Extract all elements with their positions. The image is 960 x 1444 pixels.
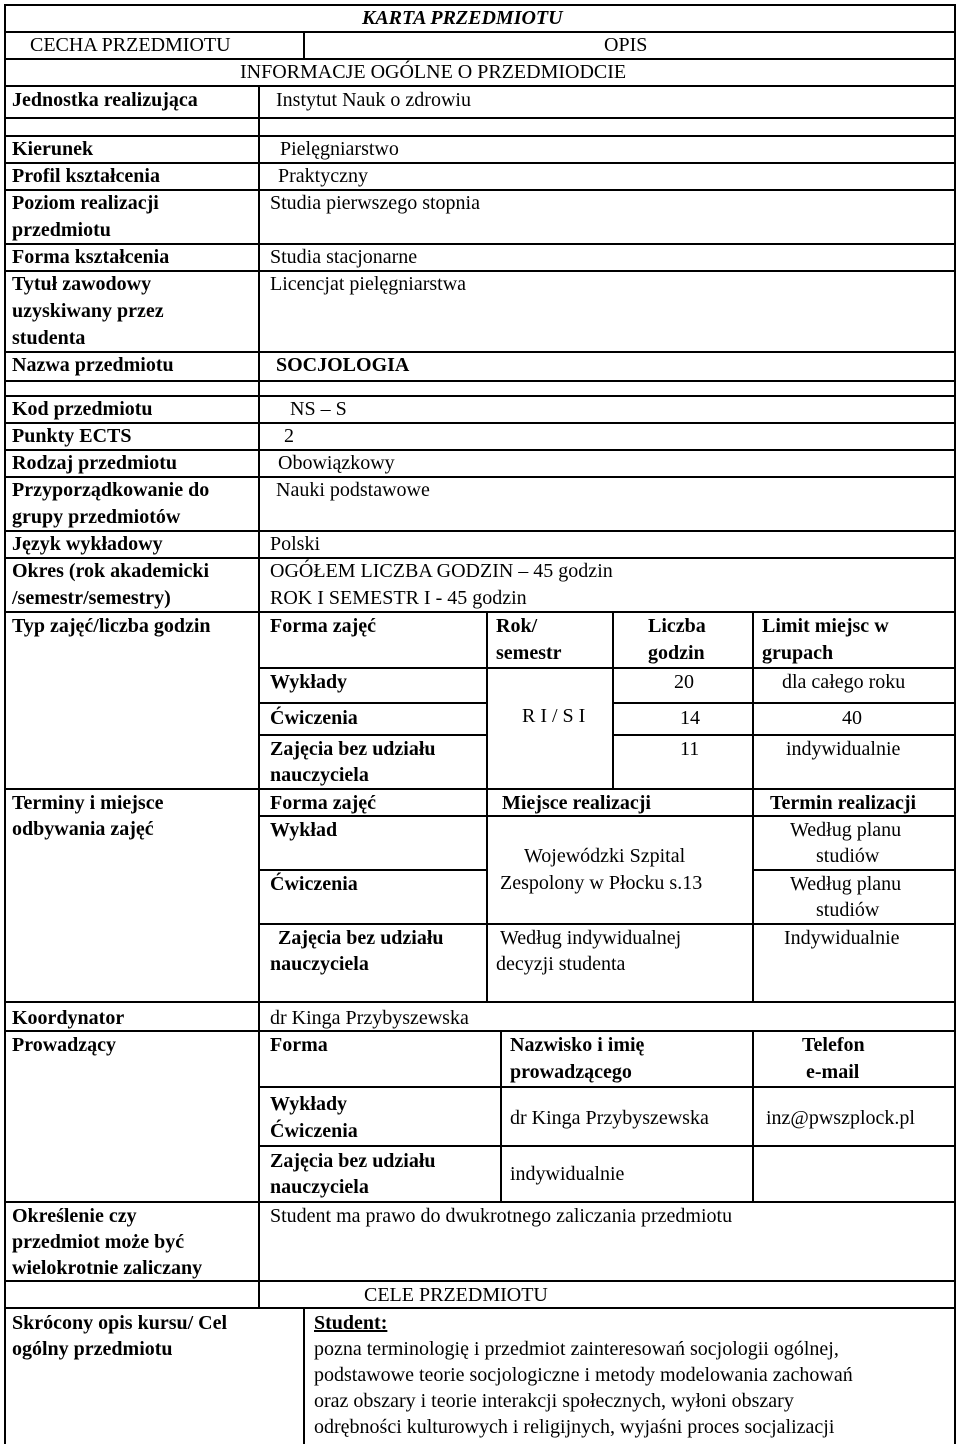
- lecturer-zbu: indywidualnie: [510, 1163, 625, 1185]
- field-value: Praktyczny: [278, 165, 368, 187]
- col-header: godzin: [648, 642, 705, 664]
- col-header: grupach: [762, 642, 834, 664]
- terminy-label: Terminy i miejsce: [12, 792, 164, 814]
- wielokrotne-label: wielokrotnie zaliczany: [12, 1257, 203, 1279]
- wielokrotne-label: przedmiot może być: [12, 1231, 185, 1253]
- cele-line: pozna terminologię i przedmiot zainteresowań socjologii ogólnej,: [314, 1338, 839, 1360]
- outer-left-border: [4, 4, 6, 1309]
- cele-heading: CELE PRZEDMIOTU: [364, 1284, 548, 1306]
- cele-label: Skrócony opis kursu/ Cel: [12, 1312, 228, 1334]
- field-value: Obowiązkowy: [278, 452, 395, 474]
- col-header: Telefon: [802, 1034, 865, 1056]
- field-label: Tytuł zawodowy: [12, 273, 152, 295]
- col-header: Forma: [270, 1034, 328, 1056]
- field-label: Kierunek: [12, 138, 94, 160]
- field-label: studenta: [12, 327, 86, 349]
- cele-label: ogólny przedmiotu: [12, 1338, 173, 1360]
- field-value: Instytut Nauk o zdrowiu: [276, 89, 471, 111]
- forma-cell: Ćwiczenia: [270, 1120, 358, 1142]
- col-header: Nazwisko i imię: [510, 1034, 645, 1056]
- lecturer-name: dr Kinga Przybyszewska: [510, 1107, 709, 1129]
- cele-line: odrębności kulturowych i religijnych, wyjaśni proces socjalizacji: [314, 1416, 835, 1438]
- hours-cell: 11: [680, 738, 700, 760]
- cele-line: oraz obszary i teorie interakcji społecznych, wyłoni obszary: [314, 1390, 794, 1412]
- col-divider: [752, 788, 754, 1001]
- forma-cell: Zajęcia bez udziału: [270, 738, 436, 760]
- section-general-heading: INFORMACJE OGÓLNE O PRZEDMIODCIE: [240, 61, 627, 83]
- field-value: Polski: [270, 533, 321, 555]
- field-value: OGÓŁEM LICZBA GODZIN – 45 godzin: [270, 560, 613, 582]
- field-label: Przyporządkowanie do: [12, 479, 210, 501]
- forma-cell: Wykłady: [270, 671, 348, 693]
- hours-cell: 20: [674, 671, 694, 693]
- rule: [4, 135, 956, 137]
- col-divider: [486, 611, 488, 788]
- rok-semestr-cell: R I / S I: [522, 705, 586, 727]
- col-header: Termin realizacji: [770, 792, 917, 814]
- header-right: OPIS: [604, 34, 648, 56]
- rule: [4, 422, 956, 424]
- forma-cell: Ćwiczenia: [270, 873, 358, 895]
- lecturer-email: inz@pwszplock.pl: [766, 1107, 915, 1129]
- field-value: Licencjat pielęgniarstwa: [270, 273, 467, 295]
- termin-cell: Według planu: [790, 873, 902, 895]
- field-label: Język wykładowy: [12, 533, 163, 555]
- hours-cell: 14: [680, 707, 700, 729]
- col-divider: [486, 788, 488, 1001]
- field-label: Punkty ECTS: [12, 425, 132, 447]
- col-header: Forma zajęć: [270, 792, 377, 814]
- col-header: Liczba: [648, 615, 706, 637]
- field-value: NS – S: [290, 398, 347, 420]
- course-name: SOCJOLOGIA: [276, 354, 410, 376]
- rule: [258, 702, 486, 704]
- field-label: Jednostka realizująca: [12, 89, 198, 111]
- forma-cell: nauczyciela: [270, 1176, 369, 1198]
- koordynator-value: dr Kinga Przybyszewska: [270, 1007, 469, 1029]
- typ-zajec-label: Typ zajęć/liczba godzin: [12, 615, 211, 637]
- cele-left-border: [4, 1309, 6, 1444]
- outer-right-border: [954, 4, 956, 1309]
- forma-cell: Ćwiczenia: [270, 707, 358, 729]
- field-label: /semestr/semestry): [12, 587, 171, 609]
- forma-cell: nauczyciela: [270, 953, 369, 975]
- col-header: Limit miejsc w: [762, 615, 889, 637]
- field-value: Studia stacjonarne: [270, 246, 418, 268]
- cele-line: podstawowe teorie socjologiczne i metody modelowania zachowań: [314, 1364, 853, 1386]
- wielokrotne-value: Student ma prawo do dwukrotnego zaliczania przedmiotu: [270, 1205, 733, 1227]
- rule: [4, 1001, 956, 1003]
- terminy-label: odbywania zajęć: [12, 818, 154, 840]
- rule: [612, 734, 956, 736]
- col-header: e-mail: [806, 1061, 860, 1083]
- field-label: Forma kształcenia: [12, 246, 170, 268]
- col-header: Miejsce realizacji: [502, 792, 651, 814]
- forma-cell: Wykład: [270, 819, 338, 841]
- col-divider: [258, 85, 260, 1307]
- rule: [612, 702, 956, 704]
- termin-cell: studiów: [816, 845, 880, 867]
- col-divider: [500, 1030, 502, 1201]
- rule: [258, 1145, 956, 1147]
- wielokrotne-label: Określenie czy: [12, 1205, 137, 1227]
- rule: [4, 380, 956, 382]
- field-value: Pielęgniarstwo: [280, 138, 399, 160]
- header-left: CECHA PRZEDMIOTU: [30, 34, 231, 56]
- koordynator-label: Koordynator: [12, 1007, 125, 1029]
- miejsce-cell: Wojewódzki Szpital: [524, 845, 686, 867]
- field-label: uzyskiwany przez: [12, 300, 164, 322]
- forma-cell: Wykłady: [270, 1093, 348, 1115]
- col-divider: [612, 611, 614, 788]
- rule: [4, 117, 956, 119]
- field-label: Profil kształcenia: [12, 165, 160, 187]
- field-label: Nazwa przedmiotu: [12, 354, 174, 376]
- termin-cell: studiów: [816, 899, 880, 921]
- field-value: Nauki podstawowe: [276, 479, 430, 501]
- col-divider: [303, 31, 305, 58]
- forma-cell: nauczyciela: [270, 764, 369, 786]
- field-label: Kod przedmiotu: [12, 398, 153, 420]
- col-header: Rok/: [496, 615, 538, 637]
- miejsce-cell: Zespolony w Płocku s.13: [500, 872, 703, 894]
- rule: [258, 1086, 956, 1088]
- miejsce-cell: decyzji studenta: [496, 953, 626, 975]
- termin-cell: Indywidualnie: [784, 927, 900, 949]
- forma-cell: Zajęcia bez udziału: [270, 1150, 436, 1172]
- field-value: 2: [284, 425, 294, 447]
- field-label: Rodzaj przedmiotu: [12, 452, 177, 474]
- field-label: Okres (rok akademicki: [12, 560, 210, 582]
- termin-cell: Według planu: [790, 819, 902, 841]
- miejsce-cell: Według indywidualnej: [500, 927, 682, 949]
- col-header: Forma zajęć: [270, 615, 377, 637]
- cele-student: Student:: [314, 1312, 388, 1334]
- forma-cell: Zajęcia bez udziału: [278, 927, 444, 949]
- col-divider: [752, 1030, 754, 1201]
- col-header: prowadzącego: [510, 1061, 632, 1083]
- field-value: ROK I SEMESTR I - 45 godzin: [270, 587, 527, 609]
- limit-cell: indywidualnie: [786, 738, 901, 760]
- page-title: KARTA PRZEDMIOTU: [362, 7, 563, 29]
- limit-cell: 40: [842, 707, 862, 729]
- cele-right-border: [954, 1309, 956, 1444]
- col-divider: [303, 1307, 305, 1444]
- field-label: przedmiotu: [12, 219, 111, 241]
- limit-cell: dla całego roku: [782, 671, 906, 693]
- col-divider: [752, 611, 754, 788]
- field-label: Poziom realizacji: [12, 192, 159, 214]
- prowadzacy-label: Prowadzący: [12, 1034, 117, 1056]
- field-label: grupy przedmiotów: [12, 506, 181, 528]
- field-value: Studia pierwszego stopnia: [270, 192, 480, 214]
- col-header: semestr: [496, 642, 562, 664]
